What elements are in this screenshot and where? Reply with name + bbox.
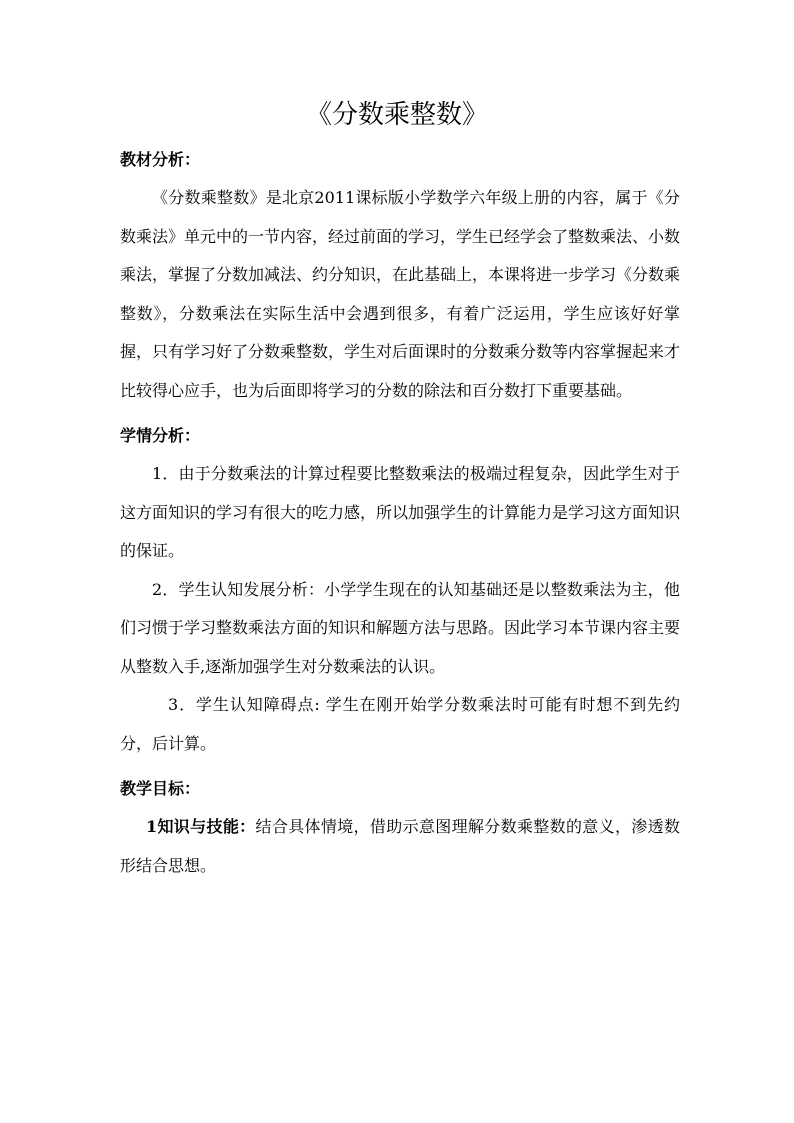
teaching-goal-item-1	[120, 808, 680, 885]
document-body	[120, 148, 680, 885]
section-heading-teaching-goals: 教学目标：	[120, 779, 201, 798]
student-analysis-item-3: 3．学生认知障碍点: 学生在刚开始学分数乘法时可能有时想不到先约分，后计算。	[120, 695, 680, 753]
teaching-goal-item-label: 1知识与技能：	[146, 817, 256, 836]
teaching-goal-item-text: 结合具体情境，借助示意图理解分数乘整数的意义，渗透数形结合思想。	[120, 817, 680, 875]
student-analysis-item-1: 1．由于分数乘法的计算过程要比整数乘法的极端过程复杂，因此学生对于这方面知识的学习有很大的吃力感，所以加强学生的计算能力是学习这方面知识的保证。	[120, 464, 681, 560]
student-analysis-item-2: 2．学生认知发展分析：小学学生现在的认知基础还是以整数乘法为主，他们习惯于学习整数乘法方面的知识和解题方法与思路。因此学习本节课内容主要从整数入手,逐渐加强学生对分数乘法的认识。	[120, 579, 681, 676]
section-heading-student-analysis: 学情分析：	[120, 426, 201, 445]
section-heading-textbook-analysis: 教材分析：	[120, 150, 201, 169]
document-title: 《分数乘整数》	[305, 100, 488, 130]
textbook-analysis-paragraph: 《分数乘整数》是北京2011课标版小学数学六年级上册的内容，属于《分数乘法》单元中的一节内容，经过前面的学习，学生已经学会了整数乘法、小数乘法，掌握了分数加减法、约分知识，在此基础上，本课将进一步学习《分数乘整数》，分数乘法在实际生活中会遇到很多，有着广泛运用，学生应该好好掌握，只有学习好了分数乘整数，学生对后面课时的分数乘分数等内容掌握起来才比较得心应手，也为后面即将学习的分数的除法和百分数打下重要基础。	[120, 188, 681, 400]
